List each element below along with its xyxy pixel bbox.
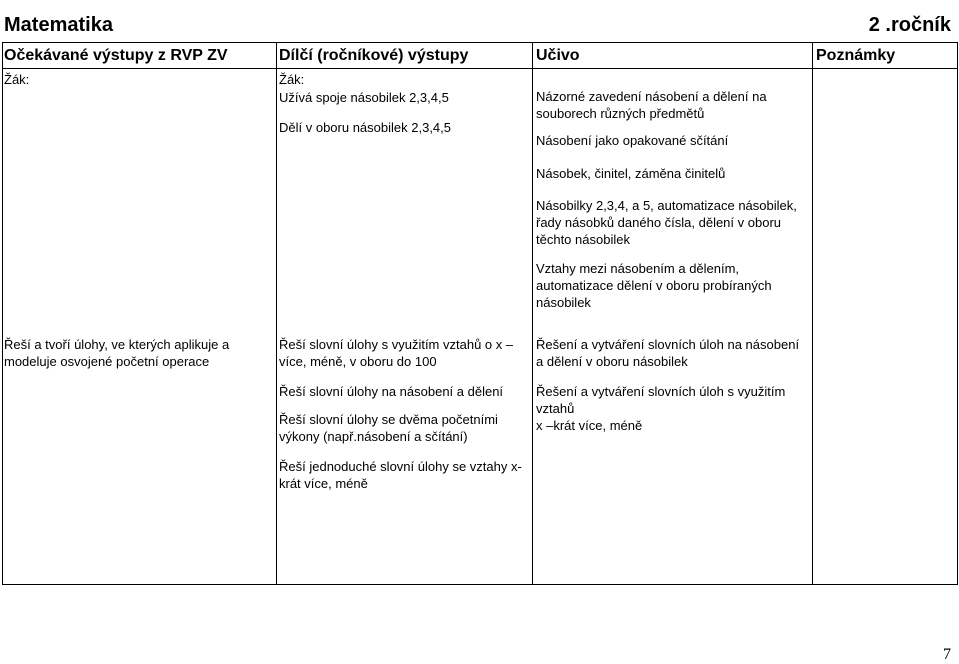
curriculum-item: Vztahy mezi násobením a dělením, automatizace dělení v oboru probíraných násobilek bbox=[536, 261, 772, 310]
row1-rvp-cell bbox=[4, 71, 29, 88]
curriculum-item: Řešení a vytváření slovních úloh na násobení a dělení v oboru násobilek bbox=[536, 337, 800, 369]
column-divider-1 bbox=[276, 42, 277, 585]
outcome-item: Řeší slovní úlohy s využitím vztahů o x – více, méně, v oboru do 100 bbox=[279, 337, 514, 369]
subject-title: Matematika bbox=[4, 14, 113, 36]
curriculum-item: Násobek, činitel, záměna činitelů bbox=[536, 166, 726, 181]
header-curriculum: Učivo bbox=[536, 47, 580, 64]
page-number: 7 bbox=[943, 646, 951, 663]
outcome-item: Řeší slovní úlohy se dvěma početními výkony (např.násobení a sčítání) bbox=[279, 412, 498, 444]
row1-outcomes-cell bbox=[279, 71, 529, 136]
rvp-outcome-item: Řeší a tvoří úlohy, ve kterých aplikuje a modeluje osvojené početní operace bbox=[4, 337, 230, 369]
curriculum-item: Násobilky 2,3,4, a 5, automatizace násobilek, řady násobků daného čísla, dělení v oboru těchto násobilek bbox=[536, 198, 797, 247]
header-grade-outcomes: Dílčí (ročníkové) výstupy bbox=[279, 47, 469, 64]
row2-curriculum-cell bbox=[536, 336, 810, 434]
pupil-label: Žák: bbox=[4, 72, 30, 87]
row1-curriculum-cell bbox=[536, 88, 810, 311]
row2-rvp-cell bbox=[4, 336, 274, 370]
curriculum-item: Názorné zavedení násobení a dělení na souborech různých předmětů bbox=[536, 89, 767, 121]
outcome-item: Řeší slovní úlohy na násobení a dělení bbox=[279, 384, 504, 399]
table-bottom-border bbox=[2, 584, 957, 585]
column-divider-2 bbox=[532, 42, 533, 585]
table-top-border bbox=[2, 42, 957, 43]
table-left-border bbox=[2, 42, 3, 585]
header-rvp-outcomes: Očekávané výstupy z RVP ZV bbox=[4, 47, 228, 64]
curriculum-item: Násobení jako opakované sčítání bbox=[536, 133, 729, 148]
row2-outcomes-cell bbox=[279, 336, 531, 492]
outcome-item: Užívá spoje násobilek 2,3,4,5 bbox=[279, 90, 449, 105]
grade-title: 2 .ročník bbox=[868, 14, 951, 36]
table-right-border bbox=[957, 42, 958, 585]
curriculum-item: Řešení a vytváření slovních úloh s využitím vztahů x –krát více, méně bbox=[536, 384, 786, 433]
outcome-item: Dělí v oboru násobilek 2,3,4,5 bbox=[279, 120, 451, 135]
column-divider-3 bbox=[812, 42, 813, 585]
header-notes: Poznámky bbox=[816, 47, 896, 64]
pupil-label: Žák: bbox=[279, 72, 305, 87]
outcome-item: Řeší jednoduché slovní úlohy se vztahy x- krát více, méně bbox=[279, 459, 522, 491]
header-bottom-border bbox=[2, 68, 957, 69]
